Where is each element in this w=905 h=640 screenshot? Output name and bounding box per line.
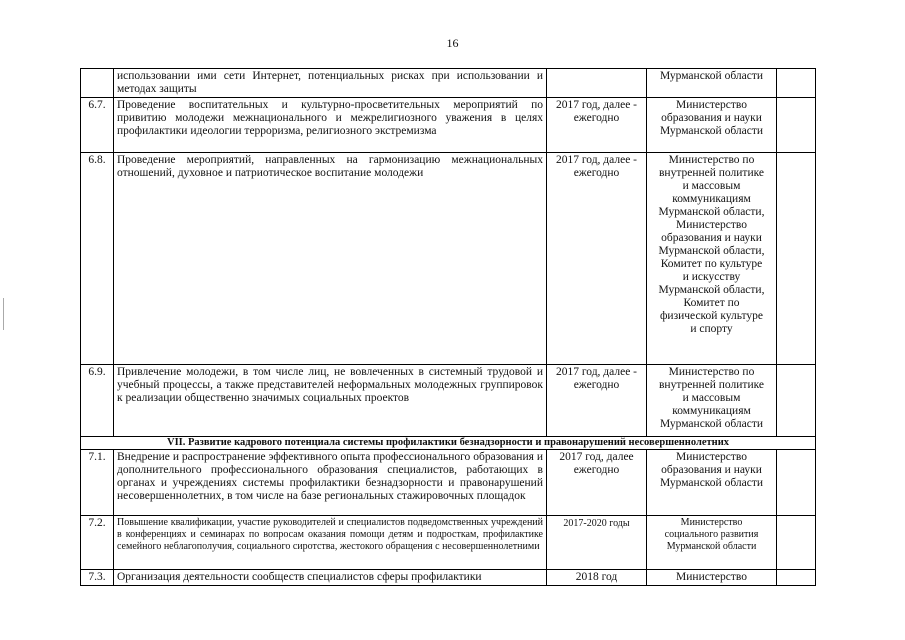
executor-line: социального развития bbox=[664, 529, 759, 540]
row-number: 6.7. bbox=[81, 98, 114, 153]
executor-line: Министерство bbox=[676, 99, 747, 111]
executor-line: коммуникациям bbox=[672, 193, 751, 205]
empty-cell bbox=[777, 450, 816, 516]
executor-line: Мурманской области bbox=[659, 125, 764, 137]
executor-line: внутренней политике bbox=[658, 379, 765, 391]
empty-cell bbox=[777, 153, 816, 365]
responsible-executors bbox=[647, 570, 777, 586]
executor-line: Комитет по bbox=[683, 297, 740, 309]
measure-description: Повышение квалификации, участие руководителей и специалистов подведомственных учреждений в конференциях и семинарах по вопросам оказания помощи детям и подросткам, профилактике семейного неблагополучия, социального сиротства, жестокого обращения с несовершеннолетними bbox=[114, 516, 547, 570]
empty-cell bbox=[777, 516, 816, 570]
row-number: 7.1. bbox=[81, 450, 114, 516]
table-row bbox=[81, 570, 816, 586]
executor-line: Мурманской области bbox=[659, 70, 764, 82]
table-row bbox=[81, 153, 816, 365]
page-number: 16 bbox=[446, 36, 459, 50]
measure-description: Привлечение молодежи, в том числе лиц, не вовлеченных в системный трудовой и учебный процессы, а также представителей неформальных молодежных группировок к реализации общественно значимых социальных проектов bbox=[114, 365, 547, 437]
measure-term: 2017 год, далее - ежегодно bbox=[547, 365, 647, 437]
executor-line: образования и науки bbox=[661, 464, 762, 476]
executor-line: Мурманской области, bbox=[658, 206, 765, 218]
table-row bbox=[81, 69, 816, 98]
executor-line: Министерство bbox=[676, 571, 747, 583]
executor-line: Министерство bbox=[676, 451, 747, 463]
executor-line: Мурманской области bbox=[659, 477, 764, 489]
executor-line: Министерство bbox=[676, 219, 747, 231]
measure-description: использовании ими сети Интернет, потенциальных рисках при использовании и методах защиты bbox=[114, 69, 547, 98]
measure-description: Организация деятельности сообществ специалистов сферы профилактики bbox=[114, 570, 547, 586]
empty-cell bbox=[777, 570, 816, 586]
measure-term: 2018 год bbox=[547, 570, 647, 586]
measure-term bbox=[547, 69, 647, 98]
measures-table bbox=[80, 68, 816, 586]
measure-description: Внедрение и распространение эффективного опыта профессионального образования и дополнительного профессионального образования специалистов, работающих в органах и учреждениях системы профилактики безнадзорности и правонарушений несовершеннолетних, в том числе на базе региональных стажировочных площадок bbox=[114, 450, 547, 516]
section-header-row bbox=[81, 437, 816, 450]
measure-term: 2017 год, далее ежегодно bbox=[547, 450, 647, 516]
executor-line: Министерство bbox=[680, 517, 743, 528]
executor-line: коммуникациям bbox=[672, 405, 751, 417]
executor-line: Мурманской области bbox=[659, 418, 764, 430]
empty-cell bbox=[777, 98, 816, 153]
executor-line: Комитет по культуре bbox=[660, 258, 763, 270]
empty-cell bbox=[777, 365, 816, 437]
row-number bbox=[81, 69, 114, 98]
executor-line: Мурманской области, bbox=[658, 284, 765, 296]
measure-term: 2017 год, далее - ежегодно bbox=[547, 98, 647, 153]
executor-line: Министерство по bbox=[668, 154, 755, 166]
measure-description: Проведение мероприятий, направленных на гармонизацию межнациональных отношений, духовное и патриотическое воспитание молодежи bbox=[114, 153, 547, 365]
executor-line: физической культуре bbox=[659, 310, 764, 322]
row-number: 6.8. bbox=[81, 153, 114, 365]
measure-description: Проведение воспитательных и культурно-просветительных мероприятий по привитию молодежи межнационального и межрелигиозного уважения в целях профилактики идеологии терроризма, религиозного экстремизма bbox=[114, 98, 547, 153]
row-number: 7.2. bbox=[81, 516, 114, 570]
responsible-executors bbox=[647, 516, 777, 570]
executor-line: Мурманской области bbox=[666, 541, 757, 552]
executor-line: и массовым bbox=[682, 180, 741, 192]
row-number: 7.3. bbox=[81, 570, 114, 586]
table-row bbox=[81, 516, 816, 570]
responsible-executors bbox=[647, 450, 777, 516]
measure-term: 2017-2020 годы bbox=[547, 516, 647, 570]
executor-line: и искусству bbox=[682, 271, 741, 283]
responsible-executors bbox=[647, 365, 777, 437]
executor-line: и спорту bbox=[690, 323, 733, 335]
responsible-executors bbox=[647, 98, 777, 153]
section-title: VII. Развитие кадрового потенциала системы профилактики безнадзорности и правонарушений несовершеннолетних bbox=[81, 437, 816, 450]
responsible-executors bbox=[647, 69, 777, 98]
responsible-executors bbox=[647, 153, 777, 365]
empty-cell bbox=[777, 69, 816, 98]
executor-line: внутренней политике bbox=[658, 167, 765, 179]
executor-line: Министерство по bbox=[668, 366, 755, 378]
row-number: 6.9. bbox=[81, 365, 114, 437]
executor-line: Мурманской области, bbox=[658, 245, 765, 257]
table-row bbox=[81, 365, 816, 437]
margin-scan-mark bbox=[3, 298, 4, 330]
table-row bbox=[81, 98, 816, 153]
executor-line: образования и науки bbox=[661, 232, 762, 244]
executor-line: образования и науки bbox=[661, 112, 762, 124]
measure-term: 2017 год, далее - ежегодно bbox=[547, 153, 647, 365]
executor-line: и массовым bbox=[682, 392, 741, 404]
table-row bbox=[81, 450, 816, 516]
